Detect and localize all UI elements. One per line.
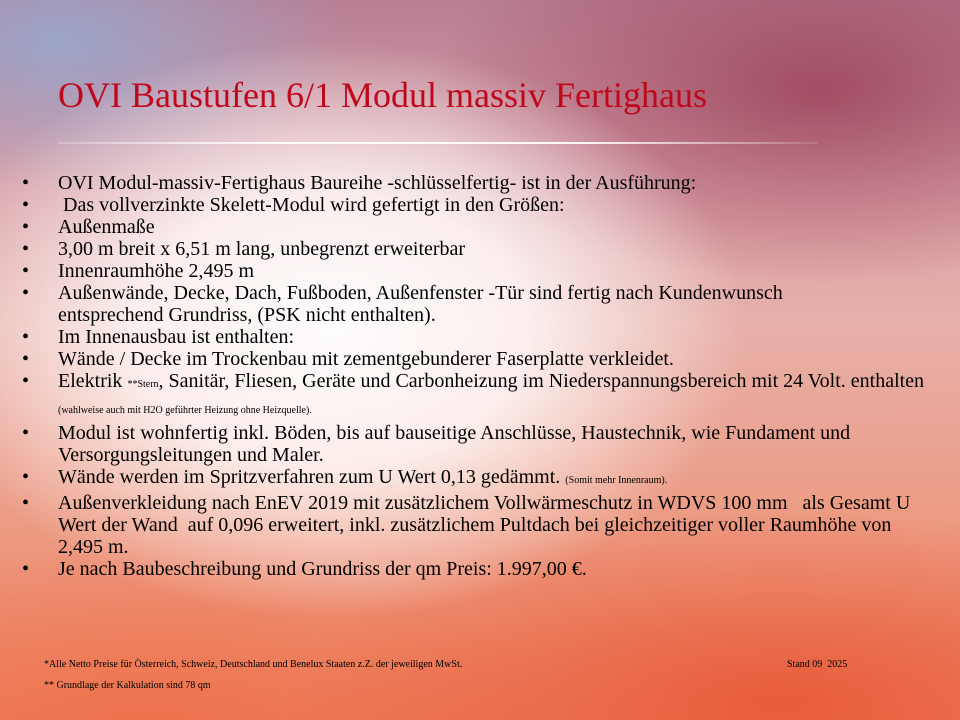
footer-note-basis: ** Grundlage der Kalkulation sind 78 qm	[44, 680, 211, 691]
bullet-item: • Im Innenausbau ist enthalten:	[22, 326, 942, 348]
bullet-item: • Je nach Baubeschreibung und Grundriss der qm Preis: 1.997,00 €.	[22, 558, 942, 580]
bullet-item: • Das vollverzinkte Skelett-Modul wird gefertigt in den Größen:	[22, 194, 942, 216]
electric-star-note: **Stern	[127, 379, 159, 390]
bullet-item: • Modul ist wohnfertig inkl. Böden, bis auf bauseitige Anschlüsse, Haustechnik, wie Fundament und Versorgungsleitungen und Maler.	[22, 422, 942, 466]
slide-title: OVI Baustufen 6/1 Modul massiv Fertighaus	[58, 75, 707, 115]
title-divider	[58, 142, 818, 144]
bullet-item: • Außenverkleidung nach EnEV 2019 mit zusätzlichem Vollwärmeschutz in WDVS 100 mm als Gesamt U Wert der Wand auf 0,096 erweitert, inkl. zusätzlichem Pultdach bei gleichzeitiger voller Raumhöhe von 2,495 m.	[22, 492, 942, 558]
bullet-list	[22, 172, 942, 580]
bullet-item: • 3,00 m breit x 6,51 m lang, unbegrenzt erweiterbar	[22, 238, 942, 260]
footer-note-prices: *Alle Netto Preise für Österreich, Schweiz, Deutschland und Benelux Staaten z.Z. der jeweiligen MwSt.	[44, 659, 463, 670]
bullet-item: • Außenmaße	[22, 216, 942, 238]
walls-main: Wände werden im Spritzverfahren zum U Wert 0,13 gedämmt.	[58, 466, 566, 488]
bullet-item-electric	[22, 370, 942, 422]
bullet-item: • Außenwände, Decke, Dach, Fußboden, Außenfenster -Tür sind fertig nach Kundenwunsch entsprechend Grundriss, (PSK nicht enthalten).	[22, 282, 942, 326]
bullet-item: • OVI Modul-massiv-Fertighaus Baureihe -schlüsselfertig- ist in der Ausführung:	[22, 172, 942, 194]
walls-note: (Somit mehr Innenraum).	[565, 475, 668, 486]
bullet-item-walls	[22, 466, 942, 492]
footer-stand: Stand 09 2025	[787, 659, 848, 670]
electric-note: (wahlweise auch mit H2O geführter Heizung ohne Heizquelle).	[58, 405, 312, 416]
bullet-item: • Innenraumhöhe 2,495 m	[22, 260, 942, 282]
electric-main: , Sanitär, Fliesen, Geräte und Carbonheizung im Niederspannungsbereich mit 24 Volt. enthalten	[158, 370, 925, 392]
electric-prefix: Elektrik	[58, 370, 128, 392]
bullet-item: • Wände / Decke im Trockenbau mit zementgebunderer Faserplatte verkleidet.	[22, 348, 942, 370]
